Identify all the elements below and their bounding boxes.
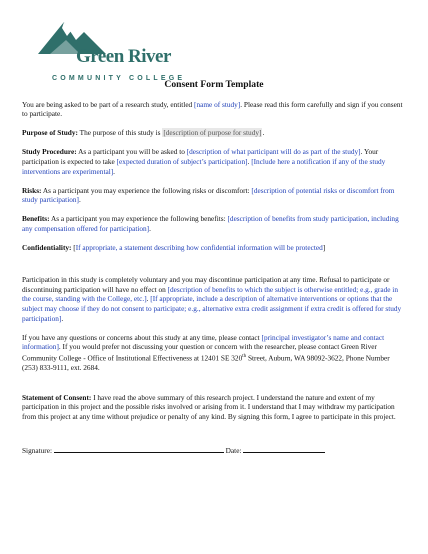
signature-row: [22, 446, 406, 456]
investigator-placeholder: [principal investigator’s name and contact information]: [22, 332, 385, 352]
confidentiality-text: [: [71, 243, 76, 253]
procedure-text: As a participant you will be asked to: [76, 147, 187, 157]
signature-label: Signature:: [22, 446, 52, 456]
benefits-label: Benefits:: [22, 214, 50, 224]
procedure-placeholder: [description of what participant will do as part of the study]: [186, 147, 361, 157]
contact-text-2: . If you would prefer not discussing your question or concern with the researcher, please contact Green River Community College - Office of Institutional Effectiveness at 12401 SE 320: [22, 342, 377, 363]
procedure-text-4: .: [113, 166, 115, 176]
contact-text: If you have any questions or concerns about this study at any time, please contact: [22, 332, 262, 342]
benefits-text: As a participant you may experience the following benefits:: [49, 214, 228, 224]
benefits-text-2: .: [149, 223, 151, 233]
procedure-label: Study Procedure:: [22, 147, 77, 157]
experimental-placeholder: [Include here a notification if any of the study interventions are experimental]: [22, 156, 386, 176]
intro-paragraph: [22, 100, 406, 119]
risks-text: As a participant you may experience the following risks or discomfort:: [41, 185, 252, 195]
participation-text-3: .: [61, 313, 64, 323]
contact-text-3: Street, Auburn, WA 98092-3622, Phone Number (253) 833-9111, ext. 2684.: [22, 353, 390, 372]
purpose-label: Purpose of Study:: [22, 128, 78, 138]
intro-text-2: . Please read this form carefully and sign if you consent to participate.: [22, 99, 403, 119]
confidentiality-label: Confidentiality:: [22, 243, 72, 253]
statement-label: Statement of Consent:: [22, 392, 92, 402]
entitled-benefits-placeholder: [description of benefits to which the subject is otherwise entitled; e.g., grade in the course, standing with the College, etc.]: [22, 284, 398, 304]
alternatives-placeholder: [If appropriate, include a description of alternative interventions or options that the subject may choose if they do not consent to participate; e.g., alternative extra credit assignment if extra credit is offered for study participation]: [22, 294, 402, 323]
intro-text: You are being asked to be part of a research study, entitled: [22, 99, 195, 109]
date-label: Date:: [225, 446, 242, 456]
confidentiality-text-2: ]: [322, 243, 326, 253]
purpose-text: The purpose of this study is: [77, 128, 163, 138]
document-body: [22, 80, 406, 456]
signature-line[interactable]: [54, 446, 224, 453]
procedure-text-2: . Your participation is expected to take: [22, 147, 379, 166]
procedure-paragraph: [22, 147, 406, 176]
confidentiality-placeholder: If appropriate, a statement describing how confidential information will be protected: [75, 243, 323, 253]
ordinal-suffix: th: [242, 353, 247, 359]
participation-paragraph: [22, 275, 406, 323]
confidentiality-paragraph: [22, 243, 406, 253]
spacer: [22, 262, 406, 275]
benefits-placeholder: [description of benefits from study participation, including any compensation offered for participation]: [22, 214, 399, 233]
risks-label: Risks:: [22, 185, 42, 195]
purpose-text-2: .: [262, 128, 265, 138]
statement-text: I have read the above summary of this research project. I understand the nature and extent of my participation in this project and the possible risks involved or arising from it. I understand that I may withdraw my participation from this project at any time without prejudice or penalty of any kind. By signing this form, I agree to participate in this project.: [22, 392, 396, 422]
risks-paragraph: [22, 186, 406, 205]
logo-subtitle: COMMUNITY COLLEGE: [52, 75, 186, 82]
spacer: [22, 431, 406, 442]
green-river-logo: [24, 14, 186, 82]
benefits-paragraph: [22, 214, 406, 233]
duration-placeholder: [expected duration of subject’s participation]: [116, 156, 248, 166]
date-line[interactable]: [243, 446, 325, 453]
logo-wordmark: Green River: [76, 46, 171, 67]
participation-text: Participation in this study is completely voluntary and you may discontinue participation at any time. Refusal to participate or discontinuing participation will have no effect on: [22, 275, 390, 294]
procedure-text-3: .: [247, 156, 252, 166]
page-title: Consent Form Template: [164, 79, 264, 90]
study-name-placeholder: [name of study]: [194, 99, 241, 109]
spacer: [22, 382, 406, 393]
contact-paragraph: [22, 333, 406, 373]
participation-text-2: .: [146, 294, 151, 304]
purpose-placeholder: [description of purpose for study]: [163, 128, 262, 138]
statement-paragraph: [22, 393, 406, 422]
risks-placeholder: [description of potential risks or discomfort from study participation]: [22, 185, 395, 205]
risks-text-2: .: [78, 195, 81, 205]
purpose-paragraph: [22, 128, 406, 138]
